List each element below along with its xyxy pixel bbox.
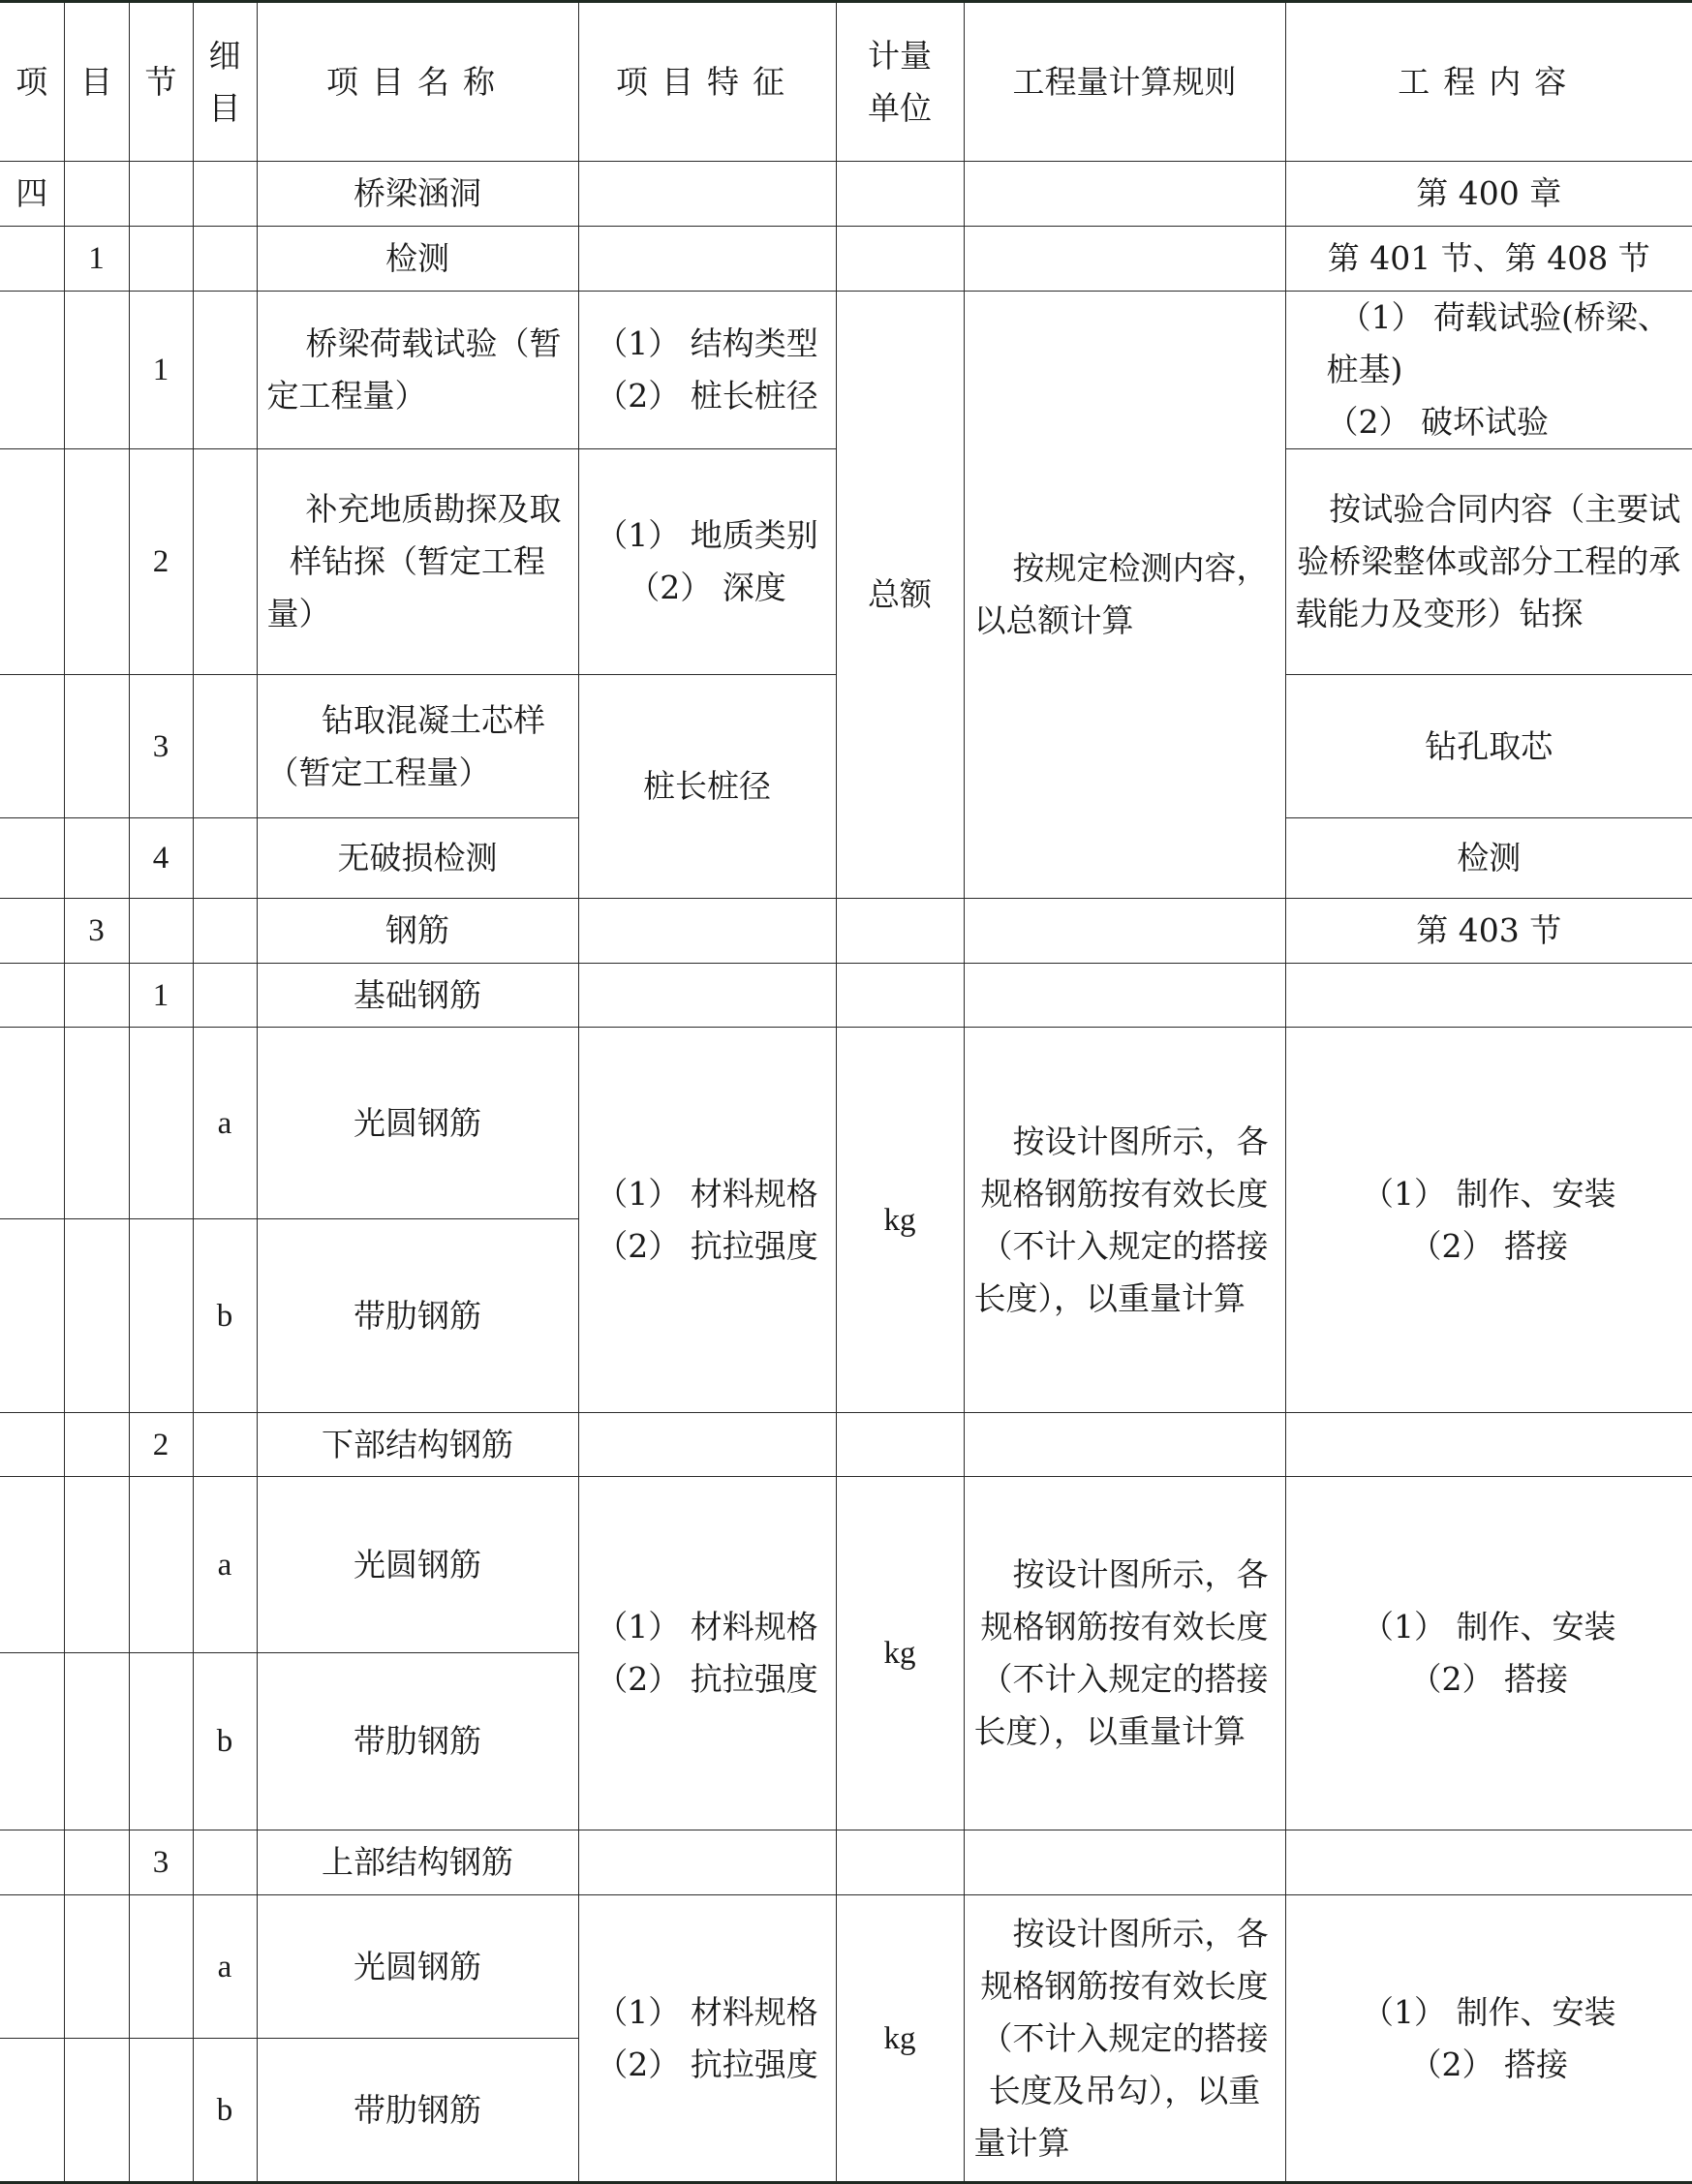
cell-name: 带肋钢筋 — [257, 1653, 578, 1830]
cell-name: 带肋钢筋 — [257, 1219, 578, 1413]
cell-jie: 3 — [129, 1830, 193, 1895]
cell-name: 光圆钢筋 — [257, 1895, 578, 2039]
cell-ximu — [193, 1413, 257, 1477]
cell-rule — [964, 1830, 1285, 1895]
cell-jie — [129, 1477, 193, 1653]
header-ximu-line-2: 目 — [208, 88, 241, 127]
cell-xiang — [0, 818, 64, 899]
cell-feature — [578, 1895, 836, 2183]
cell-ximu — [193, 227, 257, 292]
feature-line-1: （1） 结构类型 — [596, 324, 818, 362]
table-row — [0, 1028, 1692, 1219]
cell-mu — [64, 964, 129, 1028]
header-jie: 节 — [129, 2, 193, 162]
cell-mu — [64, 1477, 129, 1653]
cell-rule — [964, 964, 1285, 1028]
cell-unit — [836, 1413, 964, 1477]
cell-mu — [64, 1653, 129, 1830]
content-line-2: （2） 破坏试验 — [1326, 403, 1549, 441]
cell-content: 第 400 章 — [1285, 162, 1692, 227]
cell-mu: 1 — [64, 227, 129, 292]
cell-unit — [836, 227, 964, 292]
cell-xiang — [0, 1477, 64, 1653]
cell-feature — [578, 449, 836, 675]
cell-name-text: 补充地质勘探及取样钻探（暂定工程量） — [266, 490, 562, 632]
table-row — [0, 292, 1692, 449]
cell-ximu: a — [193, 1477, 257, 1653]
cell-ximu — [193, 449, 257, 675]
cell-content — [1285, 1413, 1692, 1477]
cell-feature — [578, 1028, 836, 1413]
cell-jie: 2 — [129, 449, 193, 675]
cell-unit — [836, 162, 964, 227]
cell-feature — [578, 1830, 836, 1895]
cell-unit: 总额 — [836, 292, 964, 899]
table-row — [0, 162, 1692, 227]
cell-rule — [964, 1413, 1285, 1477]
header-ximu — [193, 2, 257, 162]
cell-name — [257, 449, 578, 675]
table-row — [0, 1413, 1692, 1477]
cell-xiang — [0, 1653, 64, 1830]
cell-content — [1285, 1895, 1692, 2183]
table-row — [0, 899, 1692, 964]
table-row — [0, 227, 1692, 292]
header-unit-line-1: 计量 — [868, 36, 932, 75]
header-mu: 目 — [64, 2, 129, 162]
feature-line-1: （1） 材料规格 — [596, 1608, 818, 1646]
cell-mu — [64, 1895, 129, 2039]
cell-content-text: 按试验合同内容（主要试验桥梁整体或部分工程的承载能力及变形）钻探 — [1295, 490, 1681, 632]
cell-xiang — [0, 1830, 64, 1895]
cell-xiang — [0, 964, 64, 1028]
cell-rule — [964, 227, 1285, 292]
cell-mu: 3 — [64, 899, 129, 964]
cell-rule-text: 按设计图所示，各规格钢筋按有效长度（不计入规定的搭接长度），以重量计算 — [973, 1122, 1269, 1317]
content-line-1: （1） 制作、安装 — [1362, 1608, 1616, 1646]
cell-rule — [964, 1028, 1285, 1413]
cell-xiang — [0, 1219, 64, 1413]
cell-xiang — [0, 675, 64, 818]
cell-content — [1285, 449, 1692, 675]
cell-content — [1285, 964, 1692, 1028]
cell-jie: 4 — [129, 818, 193, 899]
cell-rule — [964, 899, 1285, 964]
cell-name: 光圆钢筋 — [257, 1028, 578, 1219]
cell-jie: 2 — [129, 1413, 193, 1477]
header-unit-line-2: 单位 — [868, 88, 932, 127]
cell-rule-text: 按规定检测内容，以总额计算 — [973, 549, 1269, 639]
cell-xiang — [0, 1413, 64, 1477]
cell-jie — [129, 1028, 193, 1219]
header-feature: 项目特征 — [578, 2, 836, 162]
cell-content — [1285, 292, 1692, 449]
cell-xiang: 四 — [0, 162, 64, 227]
cell-ximu: b — [193, 1653, 257, 1830]
cell-ximu — [193, 818, 257, 899]
cell-content — [1285, 1028, 1692, 1413]
cell-rule-text: 按设计图所示，各规格钢筋按有效长度（不计入规定的搭接长度），以重量计算 — [973, 1555, 1269, 1750]
cell-unit — [836, 964, 964, 1028]
cell-mu — [64, 1830, 129, 1895]
table-row — [0, 964, 1692, 1028]
cell-feature — [578, 964, 836, 1028]
cell-ximu: b — [193, 1219, 257, 1413]
table-row — [0, 1477, 1692, 1653]
feature-line-2: （2） 抗拉强度 — [596, 2045, 818, 2083]
header-unit — [836, 2, 964, 162]
cell-ximu — [193, 675, 257, 818]
cell-mu — [64, 1413, 129, 1477]
header-xiang: 项 — [0, 2, 64, 162]
cell-ximu — [193, 292, 257, 449]
cell-feature — [578, 162, 836, 227]
cell-content — [1285, 1477, 1692, 1830]
cell-name: 光圆钢筋 — [257, 1477, 578, 1653]
cell-content — [1285, 1830, 1692, 1895]
cell-jie — [129, 1653, 193, 1830]
cell-ximu — [193, 1830, 257, 1895]
cell-content: 第 401 节、第 408 节 — [1285, 227, 1692, 292]
cell-jie — [129, 1219, 193, 1413]
cell-unit: kg — [836, 1028, 964, 1413]
content-line-1: （1） 制作、安装 — [1362, 1174, 1616, 1213]
feature-line-2: （2） 抗拉强度 — [596, 1226, 818, 1265]
feature-line-2: （2） 桩长桩径 — [596, 377, 818, 415]
cell-ximu — [193, 899, 257, 964]
header-rule: 工程量计算规则 — [964, 2, 1285, 162]
cell-xiang — [0, 2039, 64, 2183]
header-content: 工程内容 — [1285, 2, 1692, 162]
cell-ximu: b — [193, 2039, 257, 2183]
cell-unit: kg — [836, 1895, 964, 2183]
cell-mu — [64, 1219, 129, 1413]
feature-line-2: （2） 深度 — [628, 569, 786, 606]
content-line-2: （2） 搭接 — [1409, 1226, 1568, 1265]
header-ximu-line-1: 细 — [208, 36, 241, 75]
cell-feature: 桩长桩径 — [578, 675, 836, 899]
cell-unit — [836, 1830, 964, 1895]
cell-jie — [129, 1895, 193, 2039]
cell-name — [257, 292, 578, 449]
cell-xiang — [0, 227, 64, 292]
feature-line-1: （1） 地质类别 — [596, 516, 818, 554]
cell-feature — [578, 899, 836, 964]
content-line-2: （2） 搭接 — [1409, 1660, 1568, 1698]
cell-jie: 1 — [129, 964, 193, 1028]
cell-content: 检测 — [1285, 818, 1692, 899]
cell-rule — [964, 162, 1285, 227]
cell-name-text: 桥梁荷载试验（暂定工程量） — [266, 324, 562, 415]
cell-name: 基础钢筋 — [257, 964, 578, 1028]
cell-rule — [964, 292, 1285, 899]
cell-ximu: a — [193, 1028, 257, 1219]
cell-xiang — [0, 1028, 64, 1219]
cell-ximu: a — [193, 1895, 257, 2039]
table-header-row — [0, 2, 1692, 162]
cell-name: 上部结构钢筋 — [257, 1830, 578, 1895]
cell-jie — [129, 162, 193, 227]
cell-content: 钻孔取芯 — [1285, 675, 1692, 818]
cell-rule-text: 按设计图所示，各规格钢筋按有效长度（不计入规定的搭接长度及吊勾），以重量计算 — [973, 1914, 1269, 2162]
cell-mu — [64, 449, 129, 675]
cell-xiang — [0, 292, 64, 449]
table-row — [0, 1830, 1692, 1895]
cell-jie: 1 — [129, 292, 193, 449]
cell-ximu — [193, 162, 257, 227]
cell-name: 无破损检测 — [257, 818, 578, 899]
content-line-1: （1） 荷载试验(桥梁、桩基) — [1326, 298, 1670, 388]
feature-line-1: （1） 材料规格 — [596, 1992, 818, 2031]
cell-unit — [836, 899, 964, 964]
cell-feature — [578, 1413, 836, 1477]
cell-mu — [64, 1028, 129, 1219]
cell-mu — [64, 818, 129, 899]
cell-jie: 3 — [129, 675, 193, 818]
content-line-1: （1） 制作、安装 — [1362, 1992, 1616, 2031]
cell-rule — [964, 1477, 1285, 1830]
content-line-2: （2） 搭接 — [1409, 2045, 1568, 2083]
cell-feature — [578, 1477, 836, 1830]
cell-jie — [129, 227, 193, 292]
cell-content: 第 403 节 — [1285, 899, 1692, 964]
cell-xiang — [0, 1895, 64, 2039]
cell-unit: kg — [836, 1477, 964, 1830]
cell-rule — [964, 1895, 1285, 2183]
cell-name: 桥梁涵洞 — [257, 162, 578, 227]
cell-feature — [578, 292, 836, 449]
cell-mu — [64, 675, 129, 818]
cell-ximu — [193, 964, 257, 1028]
feature-line-1: （1） 材料规格 — [596, 1174, 818, 1213]
cell-jie — [129, 899, 193, 964]
cell-name: 带肋钢筋 — [257, 2039, 578, 2183]
table-row — [0, 1895, 1692, 2039]
cell-mu — [64, 292, 129, 449]
cell-name: 钢筋 — [257, 899, 578, 964]
cell-xiang — [0, 449, 64, 675]
feature-line-2: （2） 抗拉强度 — [596, 1660, 818, 1698]
cell-jie — [129, 2039, 193, 2183]
cell-name: 下部结构钢筋 — [257, 1413, 578, 1477]
cell-name — [257, 675, 578, 818]
cell-xiang — [0, 899, 64, 964]
cell-feature — [578, 227, 836, 292]
cell-name-text: 钻取混凝土芯样（暂定工程量） — [266, 700, 545, 791]
cell-mu — [64, 162, 129, 227]
cell-mu — [64, 2039, 129, 2183]
header-name: 项目名称 — [257, 2, 578, 162]
cell-name: 检测 — [257, 227, 578, 292]
